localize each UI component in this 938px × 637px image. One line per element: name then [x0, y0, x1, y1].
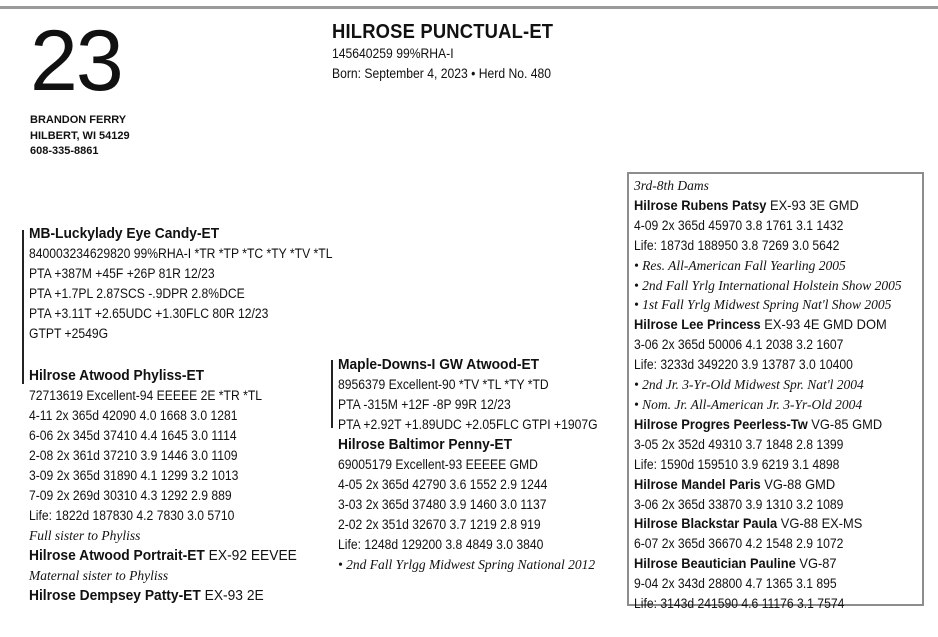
sire-line: PTA +3.11T +2.65UDC +1.30FLC 80R 12/23 — [29, 306, 269, 321]
dam-award: • Nom. Jr. All-American Jr. 3-Yr-Old 2004 — [634, 396, 863, 412]
grandsire-line: 8956379 Excellent-90 *TV *TL *TY *TD — [338, 377, 549, 392]
grandsire-name: Maple-Downs-I GW Atwood-ET — [338, 356, 540, 373]
dam-name: Hilrose Atwood Phyliss-ET — [29, 367, 205, 384]
dam-line: 72713619 Excellent-94 EEEEE 2E *TR *TL — [29, 388, 263, 403]
maternal-sister-note: Maternal sister to Phyliss — [29, 568, 169, 583]
granddam-line: 3-03 2x 365d 37480 3.9 1460 3.0 1137 — [338, 497, 547, 512]
dam-record: 4-09 2x 365d 45970 3.8 1761 3.1 1432 — [634, 217, 844, 233]
dam-classification: EX-93 4E GMD DOM — [760, 316, 887, 333]
dams-3rd-8th — [634, 176, 909, 614]
dam-line: 6-06 2x 345d 37410 4.4 1645 3.0 1114 — [29, 428, 237, 443]
grandsire-line: PTA +2.92T +1.89UDC +2.05FLC GTPI +1907G — [338, 417, 598, 432]
full-sister-name: Hilrose Atwood Portrait-ET — [29, 547, 205, 564]
granddam-award: • 2nd Fall Yrlgg Midwest Spring National 2012 — [338, 557, 596, 572]
granddam-name: Hilrose Baltimor Penny-ET — [338, 436, 513, 453]
granddam-line: Life: 1248d 129200 3.8 4849 3.0 3840 — [338, 537, 544, 552]
dam-entry-name — [634, 315, 887, 335]
maternal-grandsire-block — [338, 355, 626, 575]
animal-name: HILROSE PUNCTUAL-ET — [332, 21, 554, 43]
dam-record: 6-07 2x 365d 36670 4.2 1548 2.9 1072 — [634, 536, 844, 552]
dam-line: 4-11 2x 365d 42090 4.0 1668 3.0 1281 — [29, 408, 238, 423]
dam-record: Life: 1590d 159510 3.9 6219 3.1 4898 — [634, 456, 840, 472]
dam-name-text: Hilrose Lee Princess — [634, 316, 761, 333]
maternal-sister — [29, 586, 297, 606]
dam-record: Life: 3143d 241590 4.6 11176 3.1 7574 — [634, 596, 845, 612]
dam-name-text: Hilrose Mandel Paris — [634, 475, 761, 492]
sire-bracket — [22, 230, 24, 370]
consignor-info — [30, 113, 130, 160]
sire-line: GTPT +2549G — [29, 326, 109, 341]
animal-header — [332, 20, 575, 84]
consignor-phone: 608-335-8861 — [30, 145, 99, 157]
dam-entry-name — [634, 415, 887, 435]
dam-award: • 1st Fall Yrlg Midwest Spring Nat'l Show 2005 — [634, 297, 892, 313]
dam-classification: VG-88 GMD — [760, 475, 836, 492]
dam-award: • 2nd Jr. 3-Yr-Old Midwest Spr. Nat'l 2004 — [634, 377, 864, 393]
dam-entry-name — [634, 475, 887, 495]
dam-name-text: Hilrose Blackstar Paula — [634, 515, 778, 532]
sire-name: MB-Luckylady Eye Candy-ET — [29, 225, 220, 242]
dam-record: Life: 1873d 188950 3.8 7269 3.0 5642 — [634, 237, 840, 253]
dam-award: • Res. All-American Fall Yearling 2005 — [634, 257, 846, 273]
dam-record: 9-04 2x 343d 28800 4.7 1365 3.1 895 — [634, 576, 837, 592]
grandsire-line: PTA -315M +12F -8P 99R 12/23 — [338, 397, 511, 412]
top-rule — [0, 6, 938, 9]
grandsire-bracket — [331, 360, 333, 428]
dam-block — [29, 366, 320, 606]
dam-line: 7-09 2x 269d 30310 4.3 1292 2.9 889 — [29, 488, 232, 503]
animal-birth-info: Born: September 4, 2023 • Herd No. 480 — [332, 66, 552, 81]
dam-bracket — [22, 370, 24, 384]
full-sister — [29, 546, 297, 566]
dam-name-text: Hilrose Beautician Pauline — [634, 555, 796, 572]
lot-number: 23 — [30, 13, 122, 109]
consignor-address: HILBERT, WI 54129 — [30, 129, 130, 142]
dam-entry-name — [634, 554, 887, 574]
dam-classification: VG-85 GMD — [807, 415, 883, 432]
dam-line: 2-08 2x 361d 37210 3.9 1446 3.0 1109 — [29, 448, 238, 463]
dam-entry-name — [634, 514, 887, 534]
dam-line: 3-09 2x 365d 31890 4.1 1299 3.2 1013 — [29, 468, 239, 483]
dam-name-text: Hilrose Rubens Patsy — [634, 196, 767, 213]
dam-record: Life: 3233d 349220 3.9 13787 3.0 10400 — [634, 357, 853, 373]
consignor-name: BRANDON FERRY — [30, 114, 127, 126]
sire-line: PTA +1.7PL 2.87SCS -.9DPR 2.8%DCE — [29, 286, 245, 301]
animal-registration: 145640259 99%RHA-I — [332, 46, 454, 61]
dam-sister-note: Full sister to Phyliss — [29, 528, 141, 543]
dam-record: 3-06 2x 365d 50006 4.1 2038 3.2 1607 — [634, 337, 844, 353]
dam-classification: VG-88 EX-MS — [777, 515, 863, 532]
maternal-sister-classification: EX-93 2E — [200, 587, 264, 604]
sire-line: 840003234629820 99%RHA-I *TR *TP *TC *TY *TV *TL — [29, 246, 333, 261]
sire-line: PTA +387M +45F +26P 81R 12/23 — [29, 266, 215, 281]
maternal-sister-name: Hilrose Dempsey Patty-ET — [29, 587, 201, 604]
dams-heading: 3rd-8th Dams — [634, 178, 709, 193]
granddam-line: 2-02 2x 351d 32670 3.7 1219 2.8 919 — [338, 517, 541, 532]
granddam-line: 69005179 Excellent-93 EEEEE GMD — [338, 457, 538, 472]
granddam-line: 4-05 2x 365d 42790 3.6 1552 2.9 1244 — [338, 477, 548, 492]
dam-classification: VG-87 — [795, 555, 837, 572]
sire-block — [29, 224, 366, 344]
dam-record: 3-06 2x 365d 33870 3.9 1310 3.2 1089 — [634, 496, 844, 512]
dam-line: Life: 1822d 187830 4.2 7830 3.0 5710 — [29, 508, 235, 523]
full-sister-classification: EX-92 EEVEE — [204, 547, 297, 564]
dam-record: 3-05 2x 352d 49310 3.7 1848 2.8 1399 — [634, 436, 844, 452]
dam-entry-name — [634, 196, 887, 216]
dam-award: • 2nd Fall Yrlg International Holstein Show 2005 — [634, 277, 902, 293]
dam-classification: EX-93 3E GMD — [766, 196, 859, 213]
dam-name-text: Hilrose Progres Peerless-Tw — [634, 415, 808, 432]
